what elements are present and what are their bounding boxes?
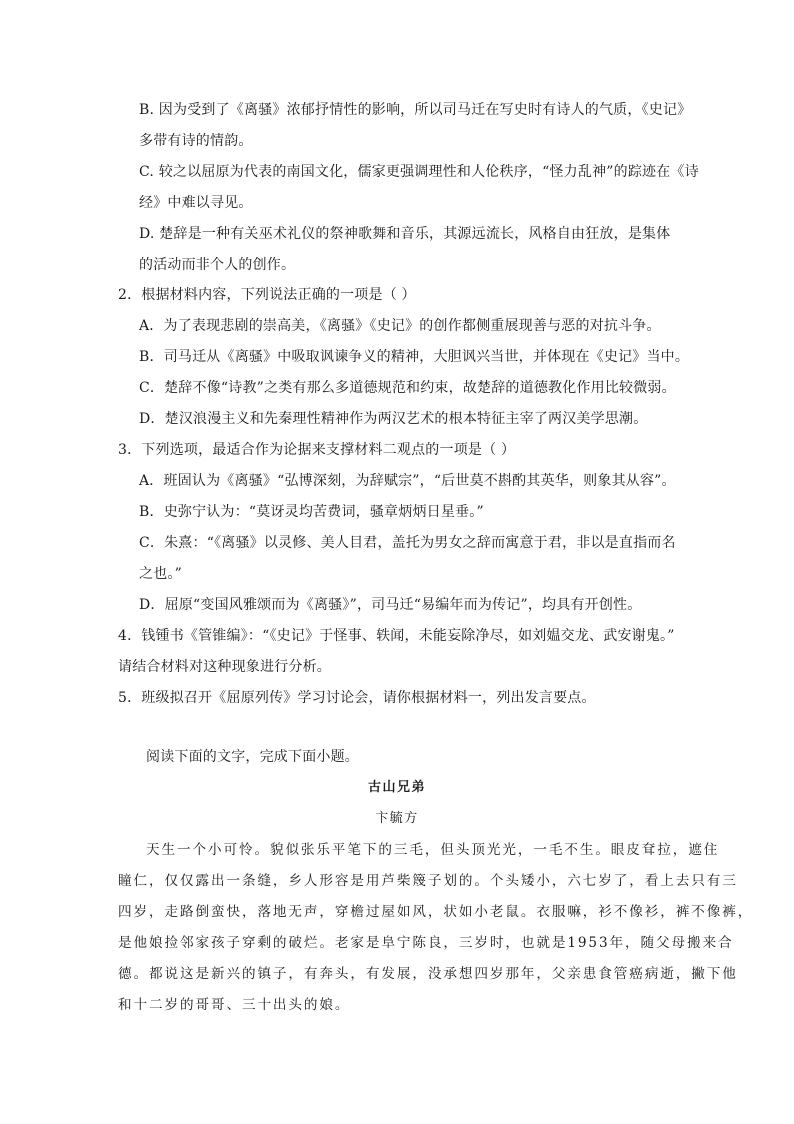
q1-option-d-line1: D. 楚辞是一种有关巫术礼仪的祭神歌舞和音乐，其源远流长，风格自由狂放，是集体	[139, 226, 671, 242]
reading-instruction: 阅读下面的文字，完成下面小题。	[146, 749, 359, 765]
q2-option-d: D．楚汉浪漫主义和先秦理性精神作为两汉艺术的根本特征主宰了两汉美学思潮。	[139, 411, 648, 427]
q1-option-c-line2: 经》中难以寻见。	[139, 195, 253, 211]
q2-option-c: C．楚辞不像“诗教”之类有那么多道德规范和约束，故楚辞的道德教化作用比较微弱。	[139, 380, 676, 396]
q2-stem: 2．根据材料内容，下列说法正确的一项是（ ）	[118, 287, 416, 303]
q2-option-b: B．司马迁从《离骚》中吸取讽谏争义的精神，大胆讽兴当世，并体现在《史记》当中。	[139, 349, 690, 365]
passage-line: 瞳仁，仅仅露出一条缝，乡人形容是用芦柴篾子划的。个头矮小，六七岁了，看上去只有三	[118, 873, 738, 889]
q3-option-b: B．史弥宁认为：“莫讶灵均苦费词，骚章炳炳日星垂。”	[139, 504, 484, 520]
q1-option-d-line2: 的活动而非个人的创作。	[139, 257, 296, 273]
passage-line: 和十二岁的哥哥、三十出头的娘。	[118, 997, 351, 1013]
q5-text: 5．班级拟召开《屈原列传》学习讨论会，请你根据材料一，列出发言要点。	[118, 690, 596, 706]
passage-title: 古山兄弟	[367, 780, 426, 795]
passage-line: 四岁，走路倒蛮快，落地无声，穿檐过屋如风，状如小老鼠。衣服嘛，衫不像衫，裤不像裤，	[118, 904, 754, 920]
q4-line2: 请结合材料对这种现象进行分析。	[118, 659, 331, 675]
passage-line: 德。都说这是新兴的镇子，有奔头，有发展，没承想四岁那年，父亲患食管癌病逝，撇下他	[118, 966, 738, 982]
q3-option-c-line2: 之也。”	[139, 566, 182, 582]
q1-option-b-line2: 多带有诗的情韵。	[139, 133, 253, 149]
q3-option-d: D．屈原“变国风雅颂而为《离骚》”，司马迁“易编年而为传记”，均具有开创性。	[139, 597, 642, 613]
passage-line: 是他娘捡邻家孩子穿剩的破烂。老家是阜宁陈良，三岁时，也就是1953年，随父母搬来合	[118, 935, 734, 951]
q3-stem: 3．下列选项，最适合作为论据来支撑材料二观点的一项是（ ）	[118, 442, 516, 458]
q3-option-a: A．班固认为《离骚》“弘博深刻，为辞赋宗”，“后世莫不斟酌其英华，则象其从容”。	[139, 473, 676, 489]
q3-option-c-line1: C．朱熹：“《离骚》以灵修、美人目君，盖托为男女之辞而寓意于君，非以是直指而名	[139, 535, 676, 551]
q1-option-b-line1: B. 因为受到了《离骚》浓郁抒情性的影响，所以司马迁在写史时有诗人的气质，《史记》	[139, 102, 692, 118]
passage-author: 卞毓方	[375, 811, 419, 826]
q4-line1: 4．钱锺书《管锥编》：“《史记》于怪事、轶闻，未能妄除净尽，如刘媪交龙、武安谢鬼。”	[118, 628, 675, 644]
q2-option-a: A．为了表现悲剧的崇高美，《离骚》《史记》的创作都侧重展现善与恶的对抗斗争。	[139, 318, 661, 334]
q1-option-c-line1: C. 较之以屈原为代表的南国文化，儒家更强调理性和人伦秩序，“怪力乱神”的踪迹在《诗	[139, 164, 699, 180]
passage-line: 天生一个小可怜。貌似张乐平笔下的三毛，但头顶光光，一毛不生。眼皮耷拉，遮住	[146, 842, 720, 858]
